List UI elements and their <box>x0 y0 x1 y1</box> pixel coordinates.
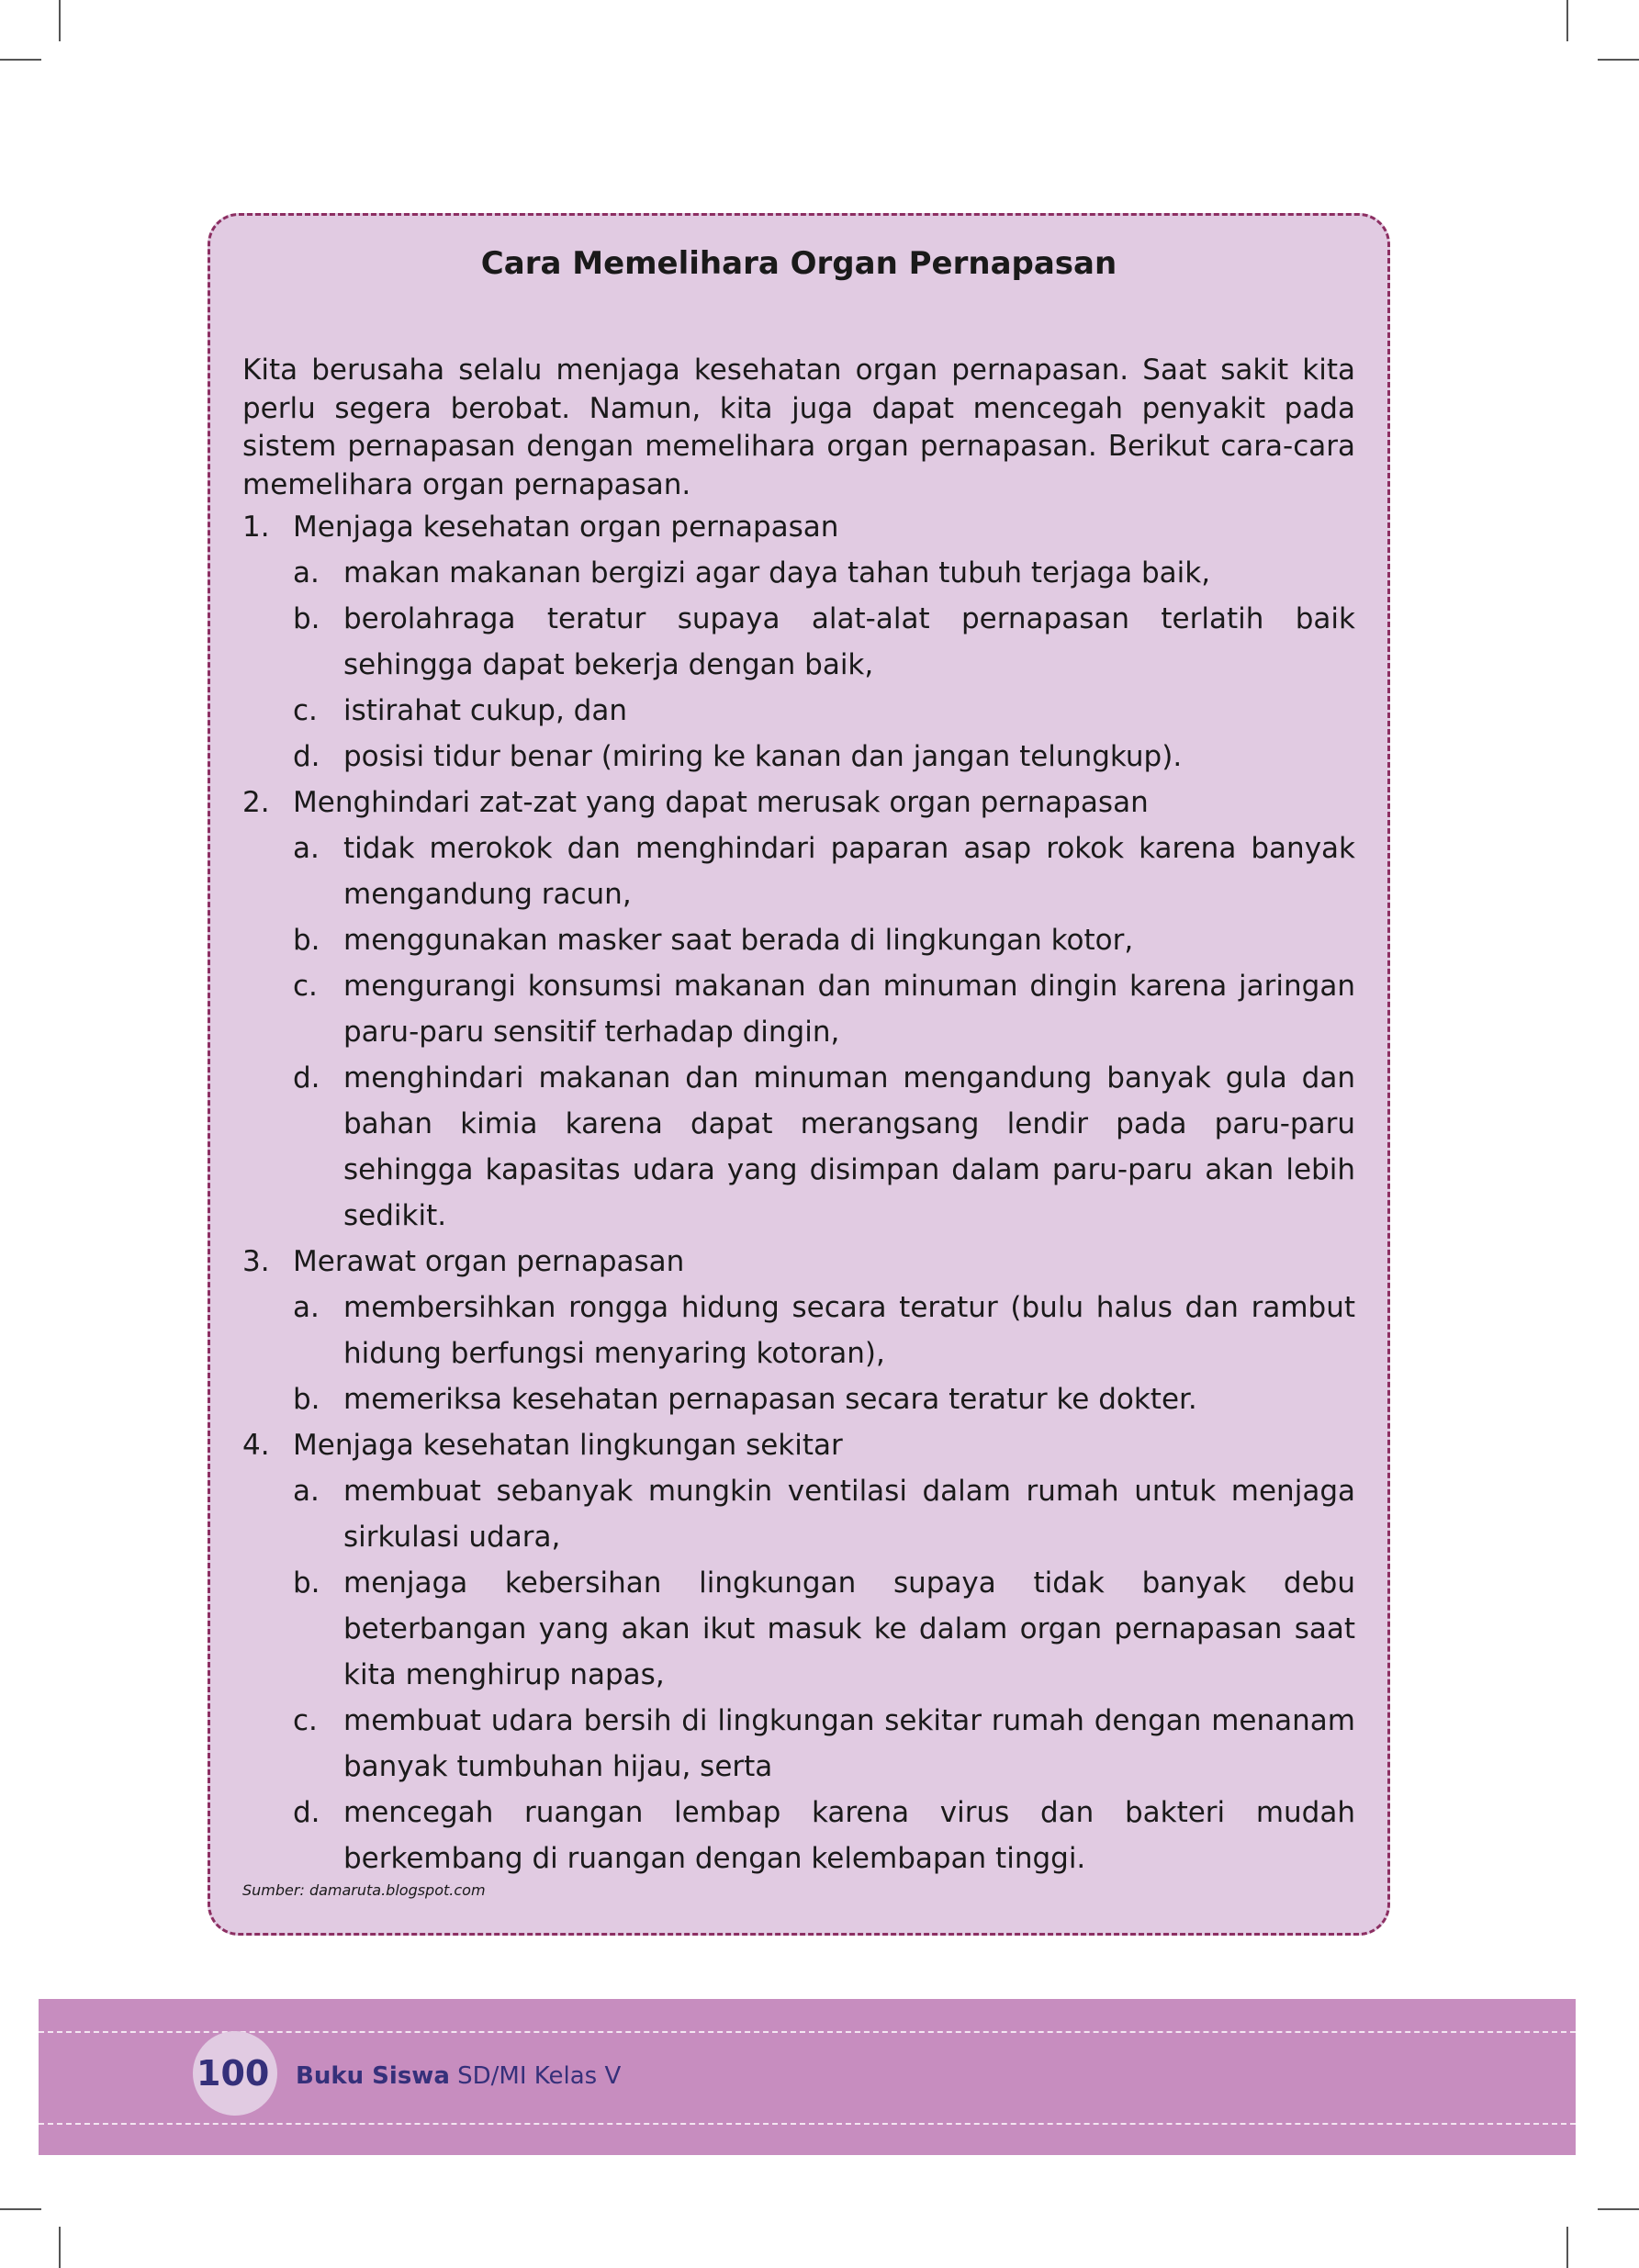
sub-list-item <box>293 1055 1355 1239</box>
sub-item-letter: c. <box>293 1704 318 1737</box>
sub-list <box>293 825 1355 1239</box>
box-title: Cara Memelihara Organ Pernapasan <box>480 245 1117 282</box>
sub-item-letter: b. <box>293 602 320 635</box>
sub-item-text: menjaga kebersihan lingkungan supaya tidak banyak debu beterbangan yang akan ikut masuk ke dalam organ pernapasan saat kita menghirup napas, <box>343 1566 1355 1691</box>
sub-item-letter: d. <box>293 1061 320 1095</box>
intro-paragraph: Kita berusaha selalu menjaga kesehatan organ pernapasan. Saat sakit kita perlu segera berobat. Namun, kita juga dapat mencegah penyakit pada sistem pernapasan dengan memelihara organ pernapasan. Berikut cara-cara memelihara organ pernapasan. <box>242 354 1355 501</box>
list-item <box>242 780 1355 1239</box>
sub-item-letter: b. <box>293 1383 320 1416</box>
sub-item-text: menghindari makanan dan minuman mengandung banyak gula dan bahan kimia karena dapat merangsang lendir pada paru-paru sehingga kapasitas udara yang disimpan dalam paru-paru akan lebih sedikit. <box>343 1061 1355 1232</box>
sub-item-text: tidak merokok dan menghindari paparan asap rokok karena banyak mengandung racun, <box>343 832 1355 911</box>
footer-book-name: Buku Siswa <box>296 2062 450 2090</box>
footer-dash-top <box>39 2031 1576 2033</box>
source-note: Sumber: damaruta.blogspot.com <box>242 1881 486 1899</box>
item-number: 2. <box>242 786 270 819</box>
list-item <box>242 1239 1355 1422</box>
item-label: Merawat organ pernapasan <box>293 1245 685 1278</box>
item-label: Menghindari zat-zat yang dapat merusak organ pernapasan <box>293 786 1149 819</box>
crop-mark <box>0 59 41 61</box>
footer-band <box>39 1999 1576 2155</box>
footer-grade: SD/MI Kelas V <box>457 2062 622 2090</box>
sub-item-letter: b. <box>293 924 320 957</box>
sub-item-text: membuat sebanyak mungkin ventilasi dalam rumah untuk menjaga sirkulasi udara, <box>343 1475 1355 1554</box>
sub-item-letter: a. <box>293 1291 320 1324</box>
care-steps-list <box>242 504 1355 1881</box>
sub-list-item <box>293 1285 1355 1376</box>
sub-item-text: memeriksa kesehatan pernapasan secara teratur ke dokter. <box>343 1383 1197 1416</box>
sub-item-letter: c. <box>293 694 318 727</box>
sub-item-letter: b. <box>293 1566 320 1600</box>
sub-item-letter: a. <box>293 556 320 589</box>
item-number: 3. <box>242 1245 270 1278</box>
sub-item-letter: a. <box>293 1475 320 1508</box>
sub-item-letter: d. <box>293 1796 320 1829</box>
sub-list-item <box>293 963 1355 1055</box>
footer-dash-bottom <box>39 2123 1576 2125</box>
sub-list-item <box>293 596 1355 688</box>
crop-mark <box>59 0 61 41</box>
sub-list-item <box>293 550 1355 596</box>
sub-item-letter: d. <box>293 740 320 773</box>
crop-mark <box>1598 59 1639 61</box>
sub-list-item <box>293 1790 1355 1881</box>
footer-book-title <box>296 2061 621 2091</box>
list-item <box>242 504 1355 780</box>
sub-item-text: mencegah ruangan lembap karena virus dan bakteri mudah berkembang di ruangan dengan kelembapan tinggi. <box>343 1796 1355 1875</box>
sub-list <box>293 1468 1355 1881</box>
sub-item-text: menggunakan masker saat berada di lingkungan kotor, <box>343 924 1134 957</box>
sub-list-item <box>293 917 1355 963</box>
sub-item-text: membersihkan rongga hidung secara teratur (bulu halus dan rambut hidung berfungsi menyaring kotoran), <box>343 1291 1355 1370</box>
crop-mark <box>1566 0 1568 41</box>
sub-item-text: berolahraga teratur supaya alat-alat pernapasan terlatih baik sehingga dapat bekerja dengan baik, <box>343 602 1355 681</box>
sub-list-item <box>293 688 1355 734</box>
sub-list-item <box>293 734 1355 780</box>
info-box <box>208 213 1390 1936</box>
crop-mark <box>59 2227 61 2268</box>
sub-list-item <box>293 1698 1355 1790</box>
sub-list-item <box>293 825 1355 917</box>
sub-item-letter: a. <box>293 832 320 865</box>
sub-list <box>293 550 1355 780</box>
sub-list-item <box>293 1468 1355 1560</box>
sub-item-text: membuat udara bersih di lingkungan sekitar rumah dengan menanam banyak tumbuhan hijau, serta <box>343 1704 1355 1783</box>
sub-list-item <box>293 1560 1355 1698</box>
sub-item-text: mengurangi konsumsi makanan dan minuman dingin karena jaringan paru-paru sensitif terhadap dingin, <box>343 970 1355 1049</box>
item-number: 1. <box>242 511 270 544</box>
item-label: Menjaga kesehatan lingkungan sekitar <box>293 1429 843 1462</box>
crop-mark <box>1598 2208 1639 2210</box>
sub-item-text: istirahat cukup, dan <box>343 694 627 727</box>
sub-list <box>293 1285 1355 1422</box>
crop-mark <box>1566 2227 1568 2268</box>
crop-mark <box>0 2208 41 2210</box>
sub-item-text: posisi tidur benar (miring ke kanan dan jangan telungkup). <box>343 740 1183 773</box>
sub-item-text: makan makanan bergizi agar daya tahan tubuh terjaga baik, <box>343 556 1211 589</box>
item-number: 4. <box>242 1429 270 1462</box>
sub-list-item <box>293 1376 1355 1422</box>
item-label: Menjaga kesehatan organ pernapasan <box>293 511 839 544</box>
page-number: 100 <box>196 2053 270 2094</box>
list-item <box>242 1422 1355 1881</box>
sub-item-letter: c. <box>293 970 318 1003</box>
